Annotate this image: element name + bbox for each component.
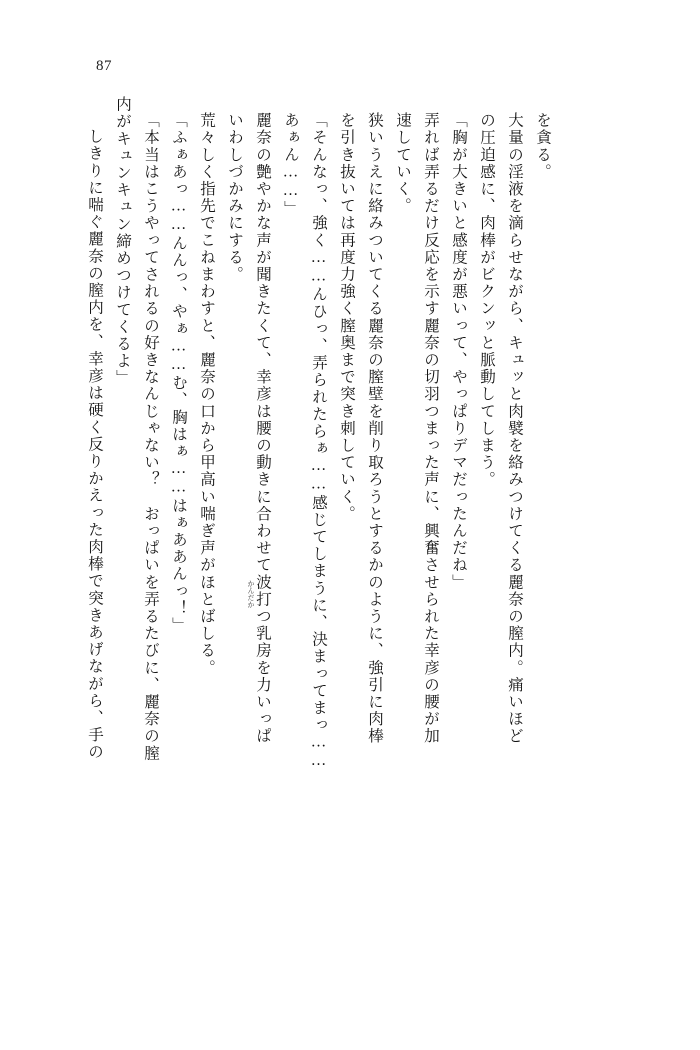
text-column: 荒々しく指先でこねまわすと、麗奈の口から甲高い喘ぎ声がほとばしる。 xyxy=(198,112,215,677)
text-column: 弄れば弄るだけ反応を示す麗奈の切羽つまった声に、興奮させられた幸彦の腰が加 xyxy=(422,112,439,745)
text-column: を貪る。 xyxy=(534,112,551,181)
text-column: 「そんなっ、強く……んひっ、弄られたらぁ……感じてしまうに、決まってまっ…… xyxy=(310,112,327,771)
vertical-text-body xyxy=(74,96,626,996)
page-number: 87 xyxy=(96,58,112,74)
text-column: 内がキュンキュン締めつけてくるよ」 xyxy=(114,96,131,387)
text-column: 「本当はこうやってされるの好きなんじゃない？ おっぱいを弄るたびに、麗奈の膣 xyxy=(142,112,159,762)
ruby-annotation-kandaka: かんだか xyxy=(247,580,255,608)
text-column: 狭いうえに絡みついてくる麗奈の膣壁を削り取ろうとするかのように、強引に肉棒 xyxy=(366,112,383,745)
text-column: いわしづかみにする。 xyxy=(226,112,243,283)
text-column: 大量の淫液を滴らせながら、キュッと肉襞を絡みつけてくる麗奈の膣内。痛いほど xyxy=(506,112,523,745)
text-column: の圧迫感に、肉棒がビクンッと脈動してしまう。 xyxy=(478,112,495,489)
text-column: 麗奈の艶やかな声が聞きたくて、幸彦は腰の動きに合わせて波打つ乳房を力いっぱ xyxy=(254,112,271,745)
text-column: しきりに喘ぐ麗奈の膣内を、幸彦は硬く反りかえった肉棒で突きあげながら、手の xyxy=(86,128,103,761)
text-column: 速していく。 xyxy=(394,112,411,215)
text-column: を引き抜いては再度力強く膣奥まで突き刺していく。 xyxy=(338,112,355,523)
text-column: 「胸が大きいと感度が悪いって、やっぱりデマだったんだね」 xyxy=(450,112,467,591)
text-column: あぁん……」 xyxy=(282,112,299,218)
text-column: 「ふぁあっ……んんっ、やぁ……む、胸はぁ……はぁああんっ！」 xyxy=(170,112,187,634)
